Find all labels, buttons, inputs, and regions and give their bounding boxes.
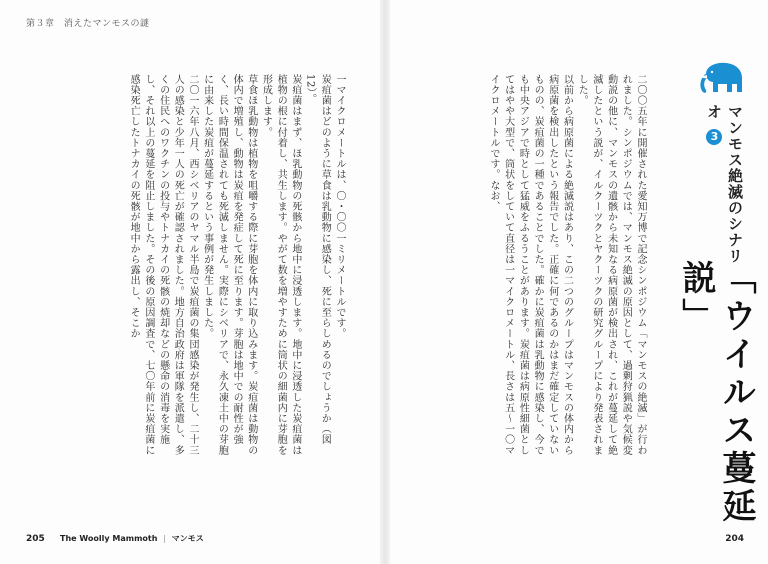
right-body-text (407, 74, 647, 462)
footer-book-subtitle: マンモス (171, 534, 204, 543)
page-number-left: 205 (26, 534, 45, 544)
footer-book-title: The Woolly Mammoth (60, 534, 158, 543)
paragraph: 炭疽菌はまず、ほ乳動物の死骸から地中に浸透します。地中に浸透した炭疽菌は植物の根に付着し、共生します。やがて数を増やすために筒状の細菌内に芽胞を形成します。 (260, 74, 301, 456)
section-heading-label: マンモス絶滅のシナリオ (705, 104, 744, 264)
paragraph: 一マイクロメートルは、〇・〇〇一ミリメートルです。 (334, 74, 345, 339)
paragraph: 炭疽菌はどのように草食は乳動物に感染し、死に至らしめるのでしょうか（図12）。 (304, 74, 331, 445)
footer-title (60, 533, 204, 544)
left-body-text (46, 74, 346, 462)
paragraph: 二〇〇五年に開催された愛知万博で記念シンポジウム「マンモスの絶滅」が行われました。シンポジウムでは、マンモス絶滅の原因として、過剰狩猟説や気候変動説の他に、マンモスの遺骸から未知なる病原菌が検出され、これが蔓延して絶滅したという説が、イルクーツクとヤクーツクの研究グループにより発表されました。 (576, 74, 646, 456)
running-head: 第３章 消えたマンモスの謎 (26, 19, 150, 29)
paragraph: 二〇一六年八月、西シベリアのヤマル半島で炭疽菌の集団感染が発生し、二十三人の感染と少年一人の死亡が確認されました。地方自治政府は軍隊を派遣し、多くの住民へのワクチンの投与やトナカイの死骸の焼却などの懸命の消毒を実施し、それ以上の蔓延を阻止しました。その後の原因調査で、七〇年前に炭疽菌に感染死亡したトナカイの死骸が地中から露出し、そこか (128, 74, 198, 456)
chapter-section-title: 「ウイルス蔓延説」 (676, 260, 756, 526)
footer-separator: | (163, 534, 166, 543)
scenario-number-badge: 3 (708, 130, 721, 145)
paragraph: 以前から病原菌による絶滅説はあり、この二つのグループはマンモスの体内から病原菌を検出したという報告でした。正確に何であるのかはまだ確定していないものの、炭疽菌の一種であることでした。確かに炭疽菌は乳動物に感染し、今でも中央アジアで時として猛威をふるうことがあります。炭疽菌は病原性細菌としてはやや大型で、筒状をしていて直径は一マイクロメートル、長さは五～一〇マイクロメートルです。なお、 (487, 74, 573, 456)
section-heading (704, 104, 746, 274)
page-number-right: 204 (725, 534, 744, 544)
mammoth-icon (698, 60, 748, 96)
paragraph: 草食ほ乳動物は植物を咀嚼する際に芽胞を体内に取り込みます。炭疽菌は動物の体内で増殖し、動物は炭疽を発症して死に至ります。芽胞は地中での耐性が強く、長い時間保温されても死滅しません。実際にシベリアで、永久凍土中の芽胞に由来した炭疽が蔓延するという事例が発生しました。 (201, 74, 257, 456)
right-page (384, 0, 768, 564)
